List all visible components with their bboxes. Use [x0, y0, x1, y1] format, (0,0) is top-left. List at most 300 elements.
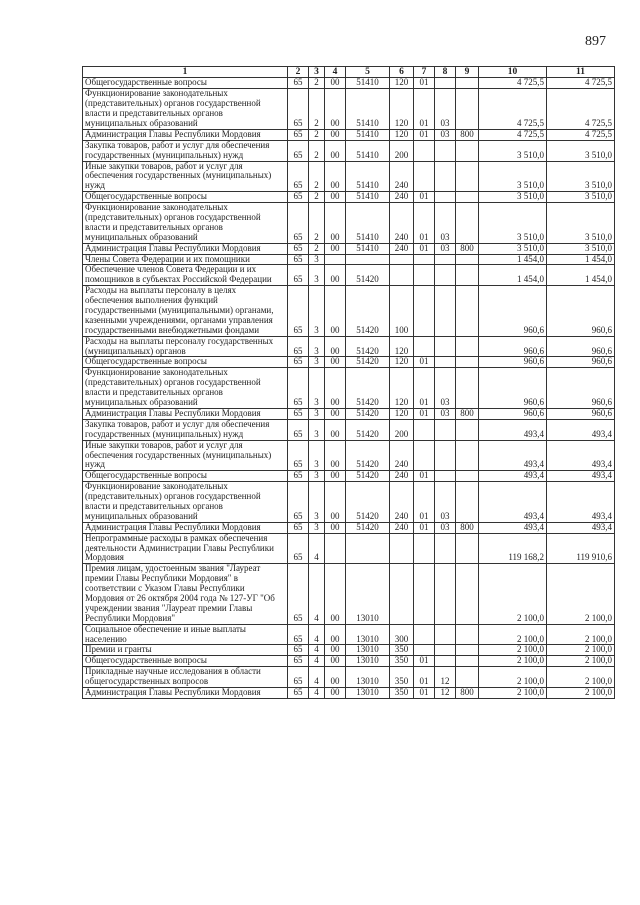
- row-value-cell: 300: [390, 624, 414, 645]
- table-row: [83, 533, 615, 564]
- table-row: [83, 667, 615, 688]
- row-value-cell: 65: [288, 140, 309, 161]
- row-name-cell: Общегосударственные вопросы: [83, 471, 288, 482]
- row-value-cell: [414, 533, 435, 564]
- column-header-4: 4: [325, 67, 346, 78]
- table-row: [83, 286, 615, 336]
- row-value-cell: 65: [288, 357, 309, 368]
- row-name-cell: Администрация Главы Республики Мордовия: [83, 687, 288, 698]
- row-value-cell: 2: [309, 243, 325, 254]
- row-value-cell: 51410: [346, 192, 390, 203]
- row-name-cell: Общегосударственные вопросы: [83, 656, 288, 667]
- row-value-cell: 65: [288, 656, 309, 667]
- row-value-cell: [435, 254, 456, 265]
- row-value-cell: 13010: [346, 645, 390, 656]
- row-name-cell: Функционирование законодательных (представительных) органов государственной власти и представительных органов муниципальных образований: [83, 203, 288, 244]
- table-header-row: [83, 67, 615, 78]
- row-value-cell: 2: [309, 78, 325, 89]
- row-value-cell: 3: [309, 482, 325, 523]
- row-value-cell: 65: [288, 522, 309, 533]
- row-value-cell: 00: [325, 203, 346, 244]
- row-value-cell: 00: [325, 624, 346, 645]
- row-value-cell: 493,4: [547, 440, 615, 471]
- row-name-cell: Закупка товаров, работ и услуг для обеспечения государственных (муниципальных) нужд: [83, 140, 288, 161]
- row-value-cell: 2 100,0: [547, 667, 615, 688]
- row-name-cell: Расходы на выплаты персоналу в целях обеспечения выполнения функций государственными (муниципальными) органами, казенными учреждениями, органами управления государственными внебюджетными фондами: [83, 286, 288, 336]
- row-value-cell: 65: [288, 286, 309, 336]
- row-value-cell: 13010: [346, 656, 390, 667]
- row-value-cell: 119 910,6: [547, 533, 615, 564]
- row-value-cell: 65: [288, 336, 309, 357]
- row-name-cell: Общегосударственные вопросы: [83, 357, 288, 368]
- row-value-cell: [414, 624, 435, 645]
- row-value-cell: 2 100,0: [479, 687, 547, 698]
- row-value-cell: [456, 89, 479, 130]
- row-value-cell: [325, 533, 346, 564]
- row-value-cell: 65: [288, 78, 309, 89]
- row-value-cell: 12: [435, 687, 456, 698]
- row-value-cell: 1 454,0: [479, 265, 547, 286]
- row-value-cell: [435, 192, 456, 203]
- row-value-cell: 13010: [346, 667, 390, 688]
- row-value-cell: 3: [309, 254, 325, 265]
- row-value-cell: 3: [309, 357, 325, 368]
- row-name-cell: Иные закупки товаров, работ и услуг для обеспечения государственных (муниципальных) нужд: [83, 161, 288, 192]
- row-value-cell: 13010: [346, 687, 390, 698]
- row-value-cell: 2 100,0: [547, 624, 615, 645]
- row-name-cell: Общегосударственные вопросы: [83, 192, 288, 203]
- row-value-cell: 00: [325, 419, 346, 440]
- row-value-cell: 960,6: [479, 336, 547, 357]
- row-value-cell: 240: [390, 243, 414, 254]
- row-value-cell: 00: [325, 440, 346, 471]
- budget-table: [82, 66, 615, 699]
- row-value-cell: 4 725,5: [479, 89, 547, 130]
- row-value-cell: 00: [325, 161, 346, 192]
- row-value-cell: 4: [309, 564, 325, 624]
- row-value-cell: [435, 645, 456, 656]
- column-header-6: 6: [390, 67, 414, 78]
- row-name-cell: Общегосударственные вопросы: [83, 78, 288, 89]
- row-value-cell: 3: [309, 419, 325, 440]
- row-value-cell: 3 510,0: [547, 203, 615, 244]
- row-value-cell: [456, 645, 479, 656]
- table-row: [83, 624, 615, 645]
- row-value-cell: [435, 357, 456, 368]
- row-value-cell: 51420: [346, 265, 390, 286]
- row-value-cell: 65: [288, 482, 309, 523]
- row-name-cell: Члены Совета Федерации и их помощники: [83, 254, 288, 265]
- row-value-cell: 240: [390, 482, 414, 523]
- row-value-cell: 00: [325, 192, 346, 203]
- row-name-cell: Премия лицам, удостоенным звания "Лауреат премии Главы Республики Мордовия" в соответствии с Указом Главы Республики Мордовия от 26 октября 2004 года № 127-УГ "Об учреждении звания "Лауреат премии Главы Республики Мордовия": [83, 564, 288, 624]
- row-value-cell: [435, 624, 456, 645]
- row-value-cell: 350: [390, 667, 414, 688]
- row-value-cell: 51410: [346, 129, 390, 140]
- row-value-cell: 120: [390, 368, 414, 409]
- row-value-cell: 240: [390, 440, 414, 471]
- row-value-cell: 350: [390, 656, 414, 667]
- row-value-cell: 65: [288, 254, 309, 265]
- row-value-cell: 3: [309, 336, 325, 357]
- row-value-cell: [456, 265, 479, 286]
- row-value-cell: 65: [288, 419, 309, 440]
- row-value-cell: 3 510,0: [479, 192, 547, 203]
- row-value-cell: [390, 564, 414, 624]
- row-value-cell: [456, 286, 479, 336]
- row-value-cell: 2 100,0: [547, 645, 615, 656]
- row-value-cell: 51420: [346, 440, 390, 471]
- row-value-cell: 13010: [346, 564, 390, 624]
- table-row: [83, 357, 615, 368]
- row-value-cell: 960,6: [547, 357, 615, 368]
- row-value-cell: 65: [288, 192, 309, 203]
- row-value-cell: [435, 265, 456, 286]
- row-value-cell: 800: [456, 129, 479, 140]
- column-header-10: 10: [479, 67, 547, 78]
- row-value-cell: 960,6: [547, 368, 615, 409]
- row-value-cell: 2: [309, 203, 325, 244]
- row-name-cell: Расходы на выплаты персоналу государственных (муниципальных) органов: [83, 336, 288, 357]
- row-value-cell: [435, 161, 456, 192]
- column-header-3: 3: [309, 67, 325, 78]
- table-row: [83, 265, 615, 286]
- row-value-cell: 00: [325, 667, 346, 688]
- row-value-cell: [346, 533, 390, 564]
- row-value-cell: 51420: [346, 408, 390, 419]
- row-value-cell: 01: [414, 89, 435, 130]
- table-row: [83, 645, 615, 656]
- row-value-cell: 120: [390, 336, 414, 357]
- row-value-cell: 2 100,0: [547, 687, 615, 698]
- row-value-cell: 3: [309, 265, 325, 286]
- row-value-cell: [456, 482, 479, 523]
- row-value-cell: 13010: [346, 624, 390, 645]
- row-value-cell: [435, 533, 456, 564]
- row-value-cell: [435, 78, 456, 89]
- row-name-cell: Закупка товаров, работ и услуг для обеспечения государственных (муниципальных) нужд: [83, 419, 288, 440]
- row-value-cell: 00: [325, 265, 346, 286]
- row-value-cell: 2 100,0: [547, 656, 615, 667]
- row-value-cell: 51410: [346, 78, 390, 89]
- row-value-cell: [414, 140, 435, 161]
- row-value-cell: 00: [325, 243, 346, 254]
- row-value-cell: 00: [325, 656, 346, 667]
- row-value-cell: 240: [390, 161, 414, 192]
- row-value-cell: [456, 667, 479, 688]
- row-value-cell: 4 725,5: [547, 129, 615, 140]
- row-value-cell: 00: [325, 645, 346, 656]
- row-value-cell: [435, 564, 456, 624]
- row-name-cell: Премии и гранты: [83, 645, 288, 656]
- row-value-cell: 4: [309, 645, 325, 656]
- row-value-cell: 119 168,2: [479, 533, 547, 564]
- row-value-cell: [456, 192, 479, 203]
- row-value-cell: 1 454,0: [547, 265, 615, 286]
- row-value-cell: 3 510,0: [479, 203, 547, 244]
- row-name-cell: Администрация Главы Республики Мордовия: [83, 522, 288, 533]
- table-row: [83, 564, 615, 624]
- row-value-cell: 01: [414, 471, 435, 482]
- row-value-cell: 03: [435, 203, 456, 244]
- row-value-cell: [456, 140, 479, 161]
- row-value-cell: 3 510,0: [547, 243, 615, 254]
- row-value-cell: 01: [414, 408, 435, 419]
- row-value-cell: 493,4: [547, 482, 615, 523]
- table-row: [83, 140, 615, 161]
- row-value-cell: 51420: [346, 471, 390, 482]
- row-value-cell: 01: [414, 687, 435, 698]
- row-value-cell: 3: [309, 522, 325, 533]
- row-value-cell: 493,4: [479, 440, 547, 471]
- table-row: [83, 192, 615, 203]
- row-name-cell: Функционирование законодательных (представительных) органов государственной власти и представительных органов муниципальных образований: [83, 482, 288, 523]
- table-row: [83, 419, 615, 440]
- row-value-cell: 00: [325, 89, 346, 130]
- row-value-cell: 51420: [346, 286, 390, 336]
- row-value-cell: [456, 78, 479, 89]
- row-value-cell: 65: [288, 645, 309, 656]
- row-value-cell: 3 510,0: [547, 140, 615, 161]
- row-name-cell: Администрация Главы Республики Мордовия: [83, 408, 288, 419]
- column-header-1: 1: [83, 67, 288, 78]
- page-number: 897: [585, 34, 606, 49]
- row-value-cell: [414, 564, 435, 624]
- row-value-cell: 4 725,5: [479, 78, 547, 89]
- column-header-5: 5: [346, 67, 390, 78]
- table-row: [83, 129, 615, 140]
- row-name-cell: Социальное обеспечение и иные выплаты населению: [83, 624, 288, 645]
- row-value-cell: 65: [288, 564, 309, 624]
- row-name-cell: Функционирование законодательных (представительных) органов государственной власти и представительных органов муниципальных образований: [83, 89, 288, 130]
- row-value-cell: 65: [288, 203, 309, 244]
- row-value-cell: [435, 286, 456, 336]
- row-value-cell: 120: [390, 129, 414, 140]
- table-row: [83, 368, 615, 409]
- row-value-cell: 51410: [346, 161, 390, 192]
- table-row: [83, 687, 615, 698]
- row-value-cell: 120: [390, 89, 414, 130]
- table-row: [83, 522, 615, 533]
- row-name-cell: Администрация Главы Республики Мордовия: [83, 243, 288, 254]
- row-name-cell: Обеспечение членов Совета Федерации и их помощников в субъектах Российской Федерации: [83, 265, 288, 286]
- row-value-cell: 3 510,0: [479, 140, 547, 161]
- row-value-cell: 01: [414, 656, 435, 667]
- row-value-cell: 65: [288, 667, 309, 688]
- row-value-cell: 00: [325, 408, 346, 419]
- row-value-cell: 2 100,0: [479, 667, 547, 688]
- table-row: [83, 161, 615, 192]
- row-value-cell: [456, 656, 479, 667]
- row-value-cell: [456, 471, 479, 482]
- row-value-cell: [456, 564, 479, 624]
- row-value-cell: 12: [435, 667, 456, 688]
- row-value-cell: 65: [288, 161, 309, 192]
- column-header-11: 11: [547, 67, 615, 78]
- row-value-cell: 800: [456, 408, 479, 419]
- row-value-cell: 01: [414, 129, 435, 140]
- row-name-cell: Прикладные научные исследования в области общегосударственных вопросов: [83, 667, 288, 688]
- row-value-cell: 51410: [346, 140, 390, 161]
- row-value-cell: 01: [414, 368, 435, 409]
- row-value-cell: 51410: [346, 203, 390, 244]
- column-header-7: 7: [414, 67, 435, 78]
- row-value-cell: [456, 368, 479, 409]
- column-header-2: 2: [288, 67, 309, 78]
- column-header-9: 9: [456, 67, 479, 78]
- row-value-cell: 493,4: [547, 522, 615, 533]
- table-row: [83, 336, 615, 357]
- row-value-cell: 03: [435, 408, 456, 419]
- row-value-cell: 1 454,0: [479, 254, 547, 265]
- row-value-cell: 2 100,0: [479, 564, 547, 624]
- row-value-cell: [414, 645, 435, 656]
- row-name-cell: Функционирование законодательных (представительных) органов государственной власти и представительных органов муниципальных образований: [83, 368, 288, 409]
- row-value-cell: 65: [288, 533, 309, 564]
- row-value-cell: 493,4: [547, 419, 615, 440]
- table-row: [83, 203, 615, 244]
- row-value-cell: 120: [390, 408, 414, 419]
- row-value-cell: 2 100,0: [547, 564, 615, 624]
- row-value-cell: 240: [390, 522, 414, 533]
- row-value-cell: 65: [288, 687, 309, 698]
- row-value-cell: 00: [325, 564, 346, 624]
- row-value-cell: 00: [325, 482, 346, 523]
- table-row: [83, 78, 615, 89]
- row-value-cell: 51420: [346, 419, 390, 440]
- row-value-cell: [325, 254, 346, 265]
- row-value-cell: [435, 656, 456, 667]
- row-value-cell: 240: [390, 471, 414, 482]
- row-value-cell: 120: [390, 78, 414, 89]
- row-value-cell: [390, 265, 414, 286]
- row-value-cell: 03: [435, 482, 456, 523]
- row-value-cell: [456, 624, 479, 645]
- row-value-cell: 00: [325, 687, 346, 698]
- row-value-cell: [456, 336, 479, 357]
- row-value-cell: 3 510,0: [547, 161, 615, 192]
- row-value-cell: 800: [456, 522, 479, 533]
- row-value-cell: [414, 419, 435, 440]
- row-value-cell: 03: [435, 522, 456, 533]
- table-row: [83, 408, 615, 419]
- row-value-cell: [390, 254, 414, 265]
- table-row: [83, 89, 615, 130]
- row-value-cell: 3: [309, 440, 325, 471]
- row-value-cell: 65: [288, 129, 309, 140]
- row-value-cell: 4: [309, 624, 325, 645]
- row-value-cell: 00: [325, 78, 346, 89]
- row-value-cell: [414, 254, 435, 265]
- row-value-cell: 960,6: [479, 368, 547, 409]
- row-value-cell: 51420: [346, 368, 390, 409]
- row-value-cell: 2 100,0: [479, 624, 547, 645]
- row-value-cell: 51420: [346, 336, 390, 357]
- row-value-cell: 01: [414, 78, 435, 89]
- row-value-cell: [414, 286, 435, 336]
- row-value-cell: 350: [390, 687, 414, 698]
- row-value-cell: 960,6: [479, 357, 547, 368]
- row-value-cell: 3: [309, 286, 325, 336]
- row-value-cell: 1 454,0: [547, 254, 615, 265]
- row-value-cell: [414, 336, 435, 357]
- row-value-cell: 65: [288, 408, 309, 419]
- row-value-cell: 120: [390, 357, 414, 368]
- row-value-cell: 00: [325, 471, 346, 482]
- row-value-cell: [435, 336, 456, 357]
- table-row: [83, 243, 615, 254]
- row-value-cell: [390, 533, 414, 564]
- row-value-cell: 960,6: [547, 286, 615, 336]
- row-value-cell: 2: [309, 129, 325, 140]
- row-value-cell: 65: [288, 624, 309, 645]
- row-value-cell: 65: [288, 243, 309, 254]
- table-row: [83, 482, 615, 523]
- row-value-cell: [435, 440, 456, 471]
- row-value-cell: [435, 419, 456, 440]
- row-value-cell: [414, 440, 435, 471]
- row-value-cell: [456, 161, 479, 192]
- row-value-cell: 65: [288, 89, 309, 130]
- row-value-cell: 2: [309, 161, 325, 192]
- row-name-cell: Непрограммные расходы в рамках обеспечения деятельности Администрации Главы Республики Мордовия: [83, 533, 288, 564]
- row-value-cell: 2: [309, 192, 325, 203]
- row-value-cell: 493,4: [479, 522, 547, 533]
- row-value-cell: 01: [414, 357, 435, 368]
- row-value-cell: 960,6: [479, 408, 547, 419]
- row-value-cell: 200: [390, 140, 414, 161]
- row-value-cell: [435, 471, 456, 482]
- table-row: [83, 254, 615, 265]
- row-value-cell: 51420: [346, 357, 390, 368]
- row-value-cell: 4: [309, 667, 325, 688]
- row-value-cell: 493,4: [479, 482, 547, 523]
- row-value-cell: 4: [309, 656, 325, 667]
- row-value-cell: 51410: [346, 89, 390, 130]
- row-value-cell: 960,6: [547, 408, 615, 419]
- row-value-cell: 240: [390, 203, 414, 244]
- row-value-cell: 00: [325, 336, 346, 357]
- row-value-cell: 01: [414, 192, 435, 203]
- row-value-cell: 01: [414, 243, 435, 254]
- row-value-cell: [414, 161, 435, 192]
- row-value-cell: 65: [288, 440, 309, 471]
- table-body: [83, 78, 615, 698]
- row-value-cell: 03: [435, 368, 456, 409]
- row-value-cell: 2 100,0: [479, 656, 547, 667]
- row-value-cell: 4 725,5: [479, 129, 547, 140]
- row-value-cell: 51410: [346, 243, 390, 254]
- row-value-cell: 4: [309, 687, 325, 698]
- table-row: [83, 656, 615, 667]
- row-value-cell: [414, 265, 435, 286]
- row-value-cell: 800: [456, 687, 479, 698]
- column-header-8: 8: [435, 67, 456, 78]
- row-value-cell: 3 510,0: [547, 192, 615, 203]
- row-value-cell: 493,4: [479, 471, 547, 482]
- row-value-cell: [456, 533, 479, 564]
- row-value-cell: [435, 140, 456, 161]
- row-value-cell: 03: [435, 243, 456, 254]
- row-value-cell: [456, 419, 479, 440]
- row-value-cell: [456, 254, 479, 265]
- row-value-cell: 4 725,5: [547, 89, 615, 130]
- row-value-cell: 2: [309, 140, 325, 161]
- row-value-cell: 65: [288, 368, 309, 409]
- row-value-cell: 200: [390, 419, 414, 440]
- row-value-cell: 00: [325, 357, 346, 368]
- row-value-cell: 51420: [346, 522, 390, 533]
